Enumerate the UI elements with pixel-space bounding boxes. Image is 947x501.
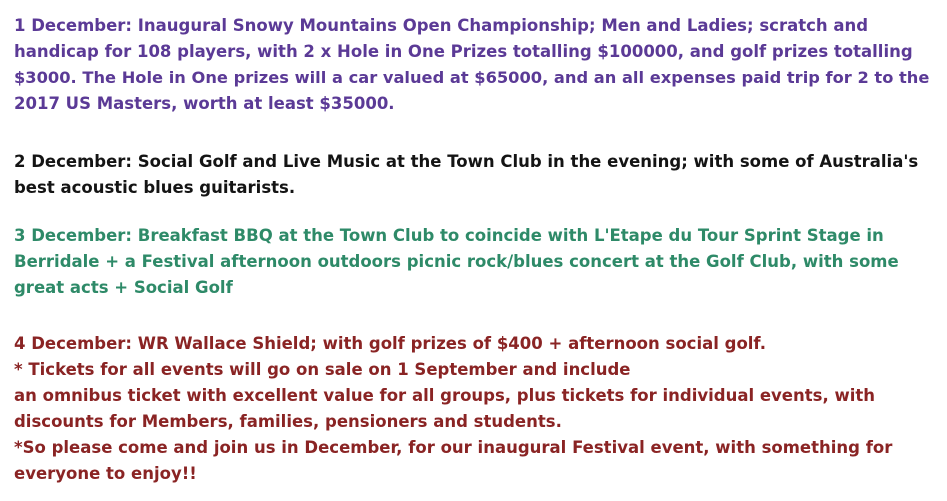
event-line: Berridale + a Festival afternoon outdoors picnic rock/blues concert at the Golf Club, with some bbox=[14, 252, 899, 271]
event-line: 2 December: Social Golf and Live Music at the Town Club in the evening; with some of Australia's bbox=[14, 152, 919, 171]
event-line: 2017 US Masters, worth at least $35000. bbox=[14, 94, 395, 113]
event-dec-3 bbox=[14, 223, 939, 301]
event-line: 3 December: Breakfast BBQ at the Town Club to coincide with L'Etape du Tour Sprint Stage in bbox=[14, 226, 884, 245]
event-line: 1 December: Inaugural Snowy Mountains Open Championship; Men and Ladies; scratch and bbox=[14, 16, 869, 35]
event-line: discounts for Members, families, pensioners and students. bbox=[14, 412, 562, 431]
event-line: *So please come and join us in December, for our inaugural Festival event, with something for bbox=[14, 438, 893, 457]
event-dec-2 bbox=[14, 149, 939, 201]
event-line: * Tickets for all events will go on sale on 1 September and include bbox=[14, 360, 631, 379]
event-line: everyone to enjoy!! bbox=[14, 464, 197, 483]
event-dec-4 bbox=[14, 331, 939, 487]
event-line: great acts + Social Golf bbox=[14, 278, 233, 297]
event-line: 4 December: WR Wallace Shield; with golf prizes of $400 + afternoon social golf. bbox=[14, 334, 766, 353]
event-line: an omnibus ticket with excellent value for all groups, plus tickets for individual events, with bbox=[14, 386, 875, 405]
event-line: handicap for 108 players, with 2 x Hole in One Prizes totalling $100000, and golf prizes totalling bbox=[14, 42, 913, 61]
event-dec-1 bbox=[14, 13, 939, 117]
event-line: $3000. The Hole in One prizes will a car valued at $65000, and an all expenses paid trip for 2 to the bbox=[14, 68, 930, 87]
event-line: best acoustic blues guitarists. bbox=[14, 178, 296, 197]
